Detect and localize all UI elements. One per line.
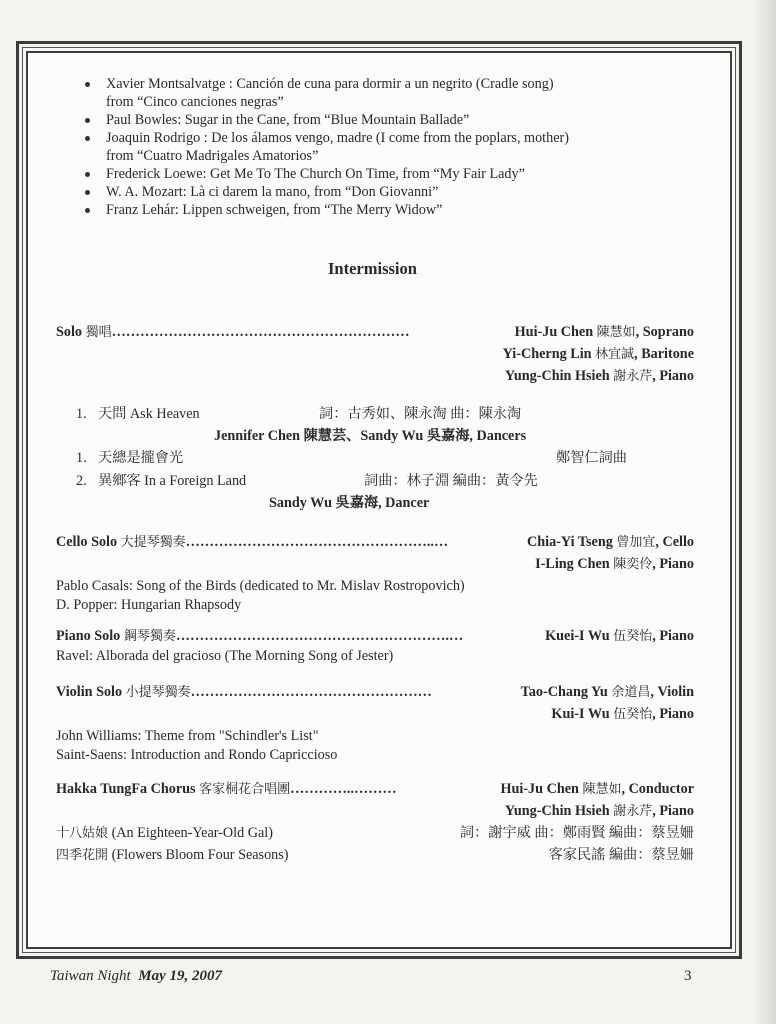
piece-title: Ravel: Alborada del gracioso (The Morning Song of Jester) (56, 648, 394, 664)
song-item: Paul Bowles: Sugar in the Cane, from “Blue Mountain Ballade” (84, 111, 684, 129)
performer: Yung-Chin Hsieh 謝永芹, Piano (504, 368, 694, 384)
piece-number: 1. (76, 406, 87, 422)
performer: Hui-Ju Chen 陳慧如, Soprano (514, 324, 694, 340)
piece-credit: 詞：謝宇威 曲：鄭雨賢 編曲：蔡昱姍 (459, 825, 694, 841)
piece-title: 天總是攏會光 (98, 450, 184, 466)
piece-title: Saint-Saens: Introduction and Rondo Capriccioso (56, 747, 338, 763)
frame-middle-line (22, 47, 736, 953)
song-item: W. A. Mozart: Là ci darem la mano, from “Don Giovanni” (84, 183, 684, 201)
dancers: Sandy Wu 吳嘉海, Dancer (269, 495, 430, 511)
frame-inner-line (26, 51, 732, 949)
piece-title: 天問 Ask Heaven (98, 406, 200, 422)
dancers: Jennifer Chen 陳慧芸、Sandy Wu 吳嘉海, Dancers (214, 428, 527, 444)
chorus-heading: Hakka TungFa Chorus 客家桐花合唱團…………..……… (56, 781, 397, 797)
song-item: Xavier Montsalvatge : Canción de cuna para dormir a un negrito (Cradle song) from “Cinco canciones negras” (84, 75, 684, 111)
piece-title: 異鄉客 In a Foreign Land (98, 473, 247, 489)
piece-title: Pablo Casals: Song of the Birds (dedicated to Mr. Mislav Rostropovich) (56, 578, 465, 594)
performer: Yi-Cherng Lin 林宜誠, Baritone (502, 346, 694, 362)
footer-date: May 19, 2007 (138, 968, 222, 984)
intermission-heading: Intermission (328, 259, 417, 278)
performer: I-Ling Chen 陳奕伶, Piano (535, 556, 694, 572)
performer: Tao-Chang Yu 余道昌, Violin (520, 684, 694, 700)
piece-number: 1. (76, 450, 87, 466)
piece-credit: 詞曲：林子淵 編曲：黃令先 (364, 473, 538, 489)
piece-title: D. Popper: Hungarian Rhapsody (56, 597, 242, 613)
piece-title: 四季花開 (Flowers Bloom Four Seasons) (56, 847, 289, 863)
performer: Hui-Ju Chen 陳慧如, Conductor (500, 781, 694, 797)
song-item: Joaquin Rodrigo : De los álamos vengo, madre (I come from the poplars, mother) from “Cuatro Madrigales Amatorios” (84, 129, 684, 165)
song-list (84, 75, 684, 219)
piece-title: John Williams: Theme from "Schindler's List" (56, 728, 319, 744)
performer: Kui-I Wu 伍癸怡, Piano (551, 706, 694, 722)
piece-number: 2. (76, 473, 87, 489)
page-edge-shadow (754, 0, 776, 1024)
song-item: Frederick Loewe: Get Me To The Church On Time, from “My Fair Lady” (84, 165, 684, 183)
cello-solo-heading: Cello Solo 大提琴獨奏……………………………………………..… (56, 534, 449, 550)
page-number: 3 (684, 968, 692, 984)
performer: Chia-Yi Tseng 曾加宜, Cello (527, 534, 694, 550)
piano-solo-heading: Piano Solo 鋼琴獨奏………………………………………………….… (56, 628, 464, 644)
piece-title: 十八姑娘 (An Eighteen-Year-Old Gal) (56, 825, 273, 841)
song-item: Franz Lehár: Lippen schweigen, from “The Merry Widow” (84, 201, 684, 219)
piece-credit: 鄭智仁詞曲 (556, 450, 627, 466)
performer: Yung-Chin Hsieh 謝永芹, Piano (504, 803, 694, 819)
footer-event: Taiwan Night May 19, 2007 (50, 968, 222, 984)
performer: Kuei-I Wu 伍癸怡, Piano (545, 628, 694, 644)
piece-credit: 詞：古秀如、陳永淘 曲：陳永淘 (319, 406, 522, 422)
violin-solo-heading: Violin Solo 小提琴獨奏…………………………………………… (56, 684, 432, 700)
solo-heading: Solo 獨唱……………………………………………………… (56, 324, 410, 340)
program-frame (16, 41, 742, 959)
piece-credit: 客家民謠 編曲：蔡昱姍 (548, 847, 694, 863)
